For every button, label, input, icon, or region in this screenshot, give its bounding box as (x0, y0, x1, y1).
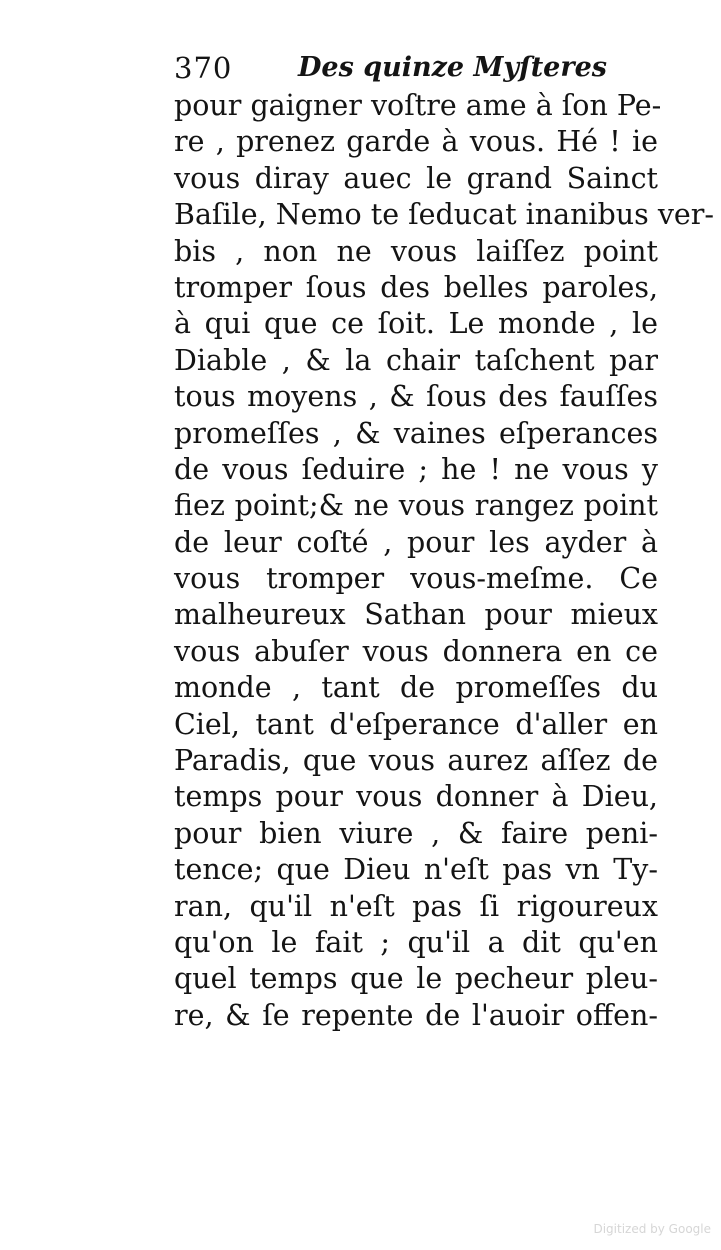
digitization-watermark: Digitized by Google (593, 1222, 711, 1236)
text-line: de vous ſeduire ; he ! ne vous y (174, 452, 658, 486)
body-text (174, 88, 715, 1034)
text-line: de leur coſté , pour les ayder à (174, 525, 658, 559)
text-line: re , prenez garde à vous. Hé ! ie (174, 125, 658, 159)
text-line: pour gaigner voſtre ame à ſon Pe- (174, 89, 662, 122)
page-number: 370 (174, 51, 233, 85)
text-line: re, & ſe repente de l'auoir offen- (174, 998, 658, 1032)
text-line: ran, qu'il n'eſt pas ſi rigoureux (174, 889, 658, 923)
running-title: Des quinze Myſteres (298, 52, 607, 83)
text-line: tous moyens , & ſous des fauſſes (174, 380, 658, 414)
text-line: vous tromper vous-meſme. Ce (174, 562, 658, 596)
text-line: tromper ſous des belles paroles, (174, 270, 658, 304)
text-line: vous abuſer vous donnera en ce (174, 634, 658, 668)
text-line: fiez point;& ne vous rangez point (174, 489, 658, 523)
text-line: temps pour vous donner à Dieu, (174, 780, 658, 814)
text-line: qu'on le fait ; qu'il a dit qu'en (174, 925, 658, 959)
text-line: à qui que ce ſoit. Le monde , le (174, 307, 658, 341)
text-line: Paradis, que vous aurez aſſez de (174, 744, 658, 778)
text-line: Baſile, Nemo te ſeducat inanibus ver- (174, 198, 715, 232)
text-line: bis , non ne vous laiſſez point (174, 234, 658, 268)
text-line: Diable , & la chair taſchent par (174, 343, 658, 377)
text-line: pour bien viure , & faire peni- (174, 816, 658, 850)
text-line: quel temps que le pecheur pleu- (174, 962, 658, 996)
page-header (172, 48, 652, 90)
text-line: promeſſes , & vaines eſperances (174, 416, 658, 450)
text-line: vous diray auec le grand Sainct (174, 161, 658, 195)
text-line: Ciel, tant d'eſperance d'aller en (174, 707, 658, 741)
text-line: malheureux Sathan pour mieux (174, 598, 658, 632)
text-line: tence; que Dieu n'eſt pas vn Ty- (174, 853, 658, 887)
text-line: monde , tant de promeſſes du (174, 671, 658, 705)
